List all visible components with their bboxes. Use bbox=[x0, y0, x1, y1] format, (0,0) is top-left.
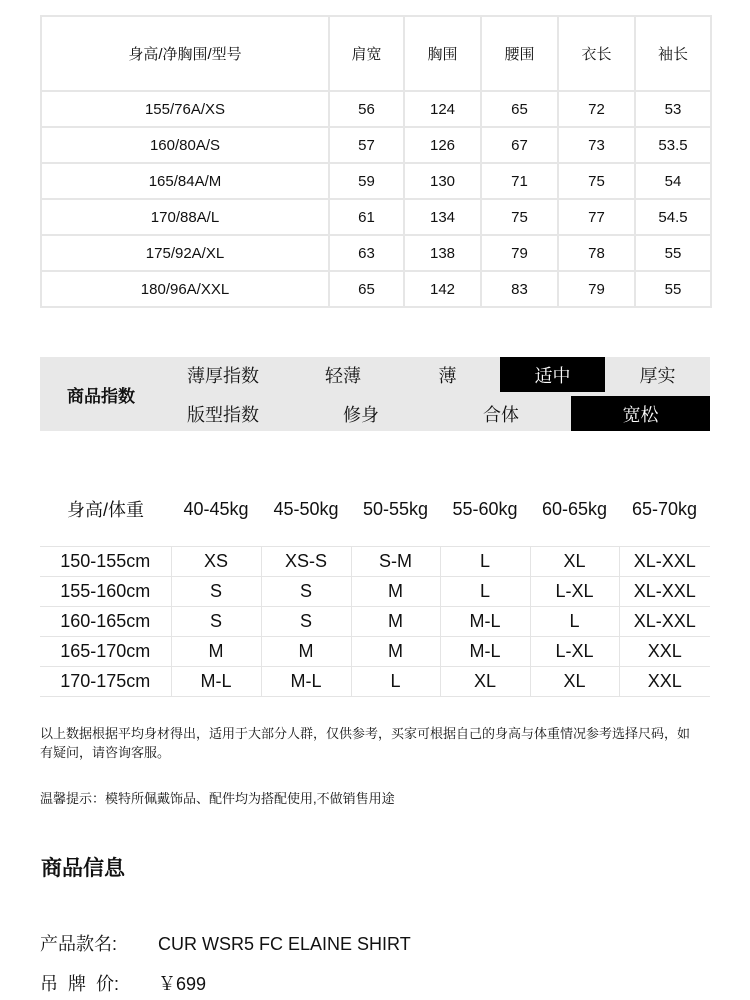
size-chart-header: 衣长 bbox=[558, 16, 635, 91]
size-chart-header: 袖长 bbox=[635, 16, 711, 91]
table-cell: 65 bbox=[481, 91, 558, 127]
table-cell: 57 bbox=[329, 127, 404, 163]
table-row bbox=[41, 91, 711, 127]
table-cell: 56 bbox=[329, 91, 404, 127]
table-cell: 126 bbox=[404, 127, 481, 163]
weight-column-header: 45-50kg bbox=[273, 498, 339, 519]
table-cell: 83 bbox=[481, 271, 558, 307]
fit-option-regular: 合体 bbox=[483, 404, 519, 425]
table-cell: M-L bbox=[440, 637, 530, 667]
tag-price-label: 吊 牌 价: bbox=[40, 974, 120, 994]
table-cell: 75 bbox=[558, 163, 635, 199]
thickness-option-light: 轻薄 bbox=[325, 365, 361, 386]
table-cell: 130 bbox=[404, 163, 481, 199]
table-row bbox=[40, 547, 710, 577]
product-style-label: 产品款名: bbox=[40, 934, 118, 954]
table-row bbox=[41, 163, 711, 199]
table-cell: 54 bbox=[635, 163, 711, 199]
table-cell: 160/80A/S bbox=[41, 127, 329, 163]
product-index-title: 商品指数 bbox=[67, 386, 135, 406]
table-cell: L bbox=[440, 577, 530, 607]
table-cell: 165-170cm bbox=[40, 637, 171, 667]
table-cell: 55 bbox=[635, 235, 711, 271]
table-cell: L bbox=[440, 547, 530, 577]
table-cell: M bbox=[171, 637, 261, 667]
table-cell: M-L bbox=[261, 667, 351, 697]
table-cell: 155/76A/XS bbox=[41, 91, 329, 127]
table-cell: 175/92A/XL bbox=[41, 235, 329, 271]
product-info-title: 商品信息 bbox=[41, 857, 125, 880]
table-cell: XL bbox=[530, 667, 619, 697]
table-cell: 53.5 bbox=[635, 127, 711, 163]
table-cell: S-M bbox=[351, 547, 440, 577]
fit-option-slim: 修身 bbox=[343, 404, 379, 425]
table-row bbox=[41, 199, 711, 235]
table-cell: 180/96A/XXL bbox=[41, 271, 329, 307]
height-weight-table bbox=[40, 546, 710, 697]
table-row bbox=[40, 577, 710, 607]
table-cell: 79 bbox=[558, 271, 635, 307]
table-cell: XL-XXL bbox=[619, 607, 710, 637]
table-cell: M-L bbox=[171, 667, 261, 697]
table-cell: S bbox=[261, 607, 351, 637]
size-chart-header: 腰围 bbox=[481, 16, 558, 91]
table-cell: 75 bbox=[481, 199, 558, 235]
table-cell: XS-S bbox=[261, 547, 351, 577]
table-cell: M bbox=[351, 637, 440, 667]
table-cell: 124 bbox=[404, 91, 481, 127]
table-cell: XXL bbox=[619, 637, 710, 667]
size-disclaimer-text: 以上数据根据平均身材得出，适用于大部分人群，仅供参考，买家可根据自己的身高与体重情况参考选择尺码，如有疑问，请咨询客服。 bbox=[40, 726, 691, 760]
table-row bbox=[40, 607, 710, 637]
fit-option-loose: 宽松 bbox=[571, 396, 710, 431]
table-cell: 142 bbox=[404, 271, 481, 307]
product-index-panel bbox=[40, 357, 710, 431]
table-cell: XXL bbox=[619, 667, 710, 697]
product-style-row bbox=[40, 930, 411, 956]
table-cell: 63 bbox=[329, 235, 404, 271]
table-cell: 53 bbox=[635, 91, 711, 127]
table-row bbox=[41, 271, 711, 307]
table-cell: 165/84A/M bbox=[41, 163, 329, 199]
table-cell: M bbox=[351, 577, 440, 607]
table-row bbox=[40, 637, 710, 667]
table-cell: M bbox=[261, 637, 351, 667]
table-cell: 55 bbox=[635, 271, 711, 307]
model-accessory-tip: 温馨提示：模特所佩戴饰品、配件均为搭配使用,不做销售用途 bbox=[40, 791, 395, 806]
table-cell: XL-XXL bbox=[619, 577, 710, 607]
table-cell: 138 bbox=[404, 235, 481, 271]
table-cell: 150-155cm bbox=[40, 547, 171, 577]
size-chart-header: 胸围 bbox=[404, 16, 481, 91]
size-chart-header: 身高/净胸围/型号 bbox=[41, 16, 329, 91]
table-cell: XL bbox=[530, 547, 619, 577]
table-cell: 134 bbox=[404, 199, 481, 235]
weight-column-header: 55-60kg bbox=[452, 498, 518, 519]
height-weight-corner: 身高/体重 bbox=[66, 500, 144, 520]
table-cell: M-L bbox=[440, 607, 530, 637]
table-cell: 79 bbox=[481, 235, 558, 271]
product-style-value: CUR WSR5 FC ELAINE SHIRT bbox=[158, 934, 411, 954]
table-cell: 72 bbox=[558, 91, 635, 127]
weight-column-header: 50-55kg bbox=[362, 498, 429, 519]
table-cell: 73 bbox=[558, 127, 635, 163]
tag-price-row bbox=[40, 970, 206, 996]
table-cell: XL bbox=[440, 667, 530, 697]
table-cell: S bbox=[171, 607, 261, 637]
size-chart-header: 肩宽 bbox=[329, 16, 404, 91]
thickness-option-thick: 厚实 bbox=[639, 365, 676, 386]
table-cell: S bbox=[171, 577, 261, 607]
table-row bbox=[41, 235, 711, 271]
table-cell: XS bbox=[171, 547, 261, 577]
table-cell: 160-165cm bbox=[40, 607, 171, 637]
fit-index-label: 版型指数 bbox=[187, 404, 259, 425]
table-cell: M bbox=[351, 607, 440, 637]
table-cell: L bbox=[530, 607, 619, 637]
table-cell: L bbox=[351, 667, 440, 697]
table-cell: L-XL bbox=[530, 637, 619, 667]
size-chart-header-row bbox=[41, 16, 711, 91]
thickness-option-thin: 薄 bbox=[438, 365, 457, 386]
tag-price-value: ￥699 bbox=[158, 974, 207, 994]
table-cell: 65 bbox=[329, 271, 404, 307]
table-cell: 155-160cm bbox=[40, 577, 171, 607]
table-cell: 59 bbox=[329, 163, 404, 199]
table-cell: 61 bbox=[329, 199, 404, 235]
weight-column-header: 40-45kg bbox=[183, 498, 249, 519]
table-row bbox=[41, 127, 711, 163]
table-cell: 71 bbox=[481, 163, 558, 199]
weight-column-header: 60-65kg bbox=[541, 498, 608, 519]
height-weight-header bbox=[40, 490, 710, 528]
table-cell: 77 bbox=[558, 199, 635, 235]
table-cell: 67 bbox=[481, 127, 558, 163]
size-chart-table bbox=[40, 15, 712, 308]
table-cell: 170-175cm bbox=[40, 667, 171, 697]
thickness-option-medium: 适中 bbox=[500, 357, 605, 392]
thickness-index-label: 薄厚指数 bbox=[187, 365, 259, 386]
table-row bbox=[40, 667, 710, 697]
table-cell: S bbox=[261, 577, 351, 607]
table-cell: XL-XXL bbox=[619, 547, 710, 577]
weight-column-header: 65-70kg bbox=[631, 498, 698, 519]
table-cell: L-XL bbox=[530, 577, 619, 607]
table-cell: 170/88A/L bbox=[41, 199, 329, 235]
table-cell: 78 bbox=[558, 235, 635, 271]
table-cell: 54.5 bbox=[635, 199, 711, 235]
